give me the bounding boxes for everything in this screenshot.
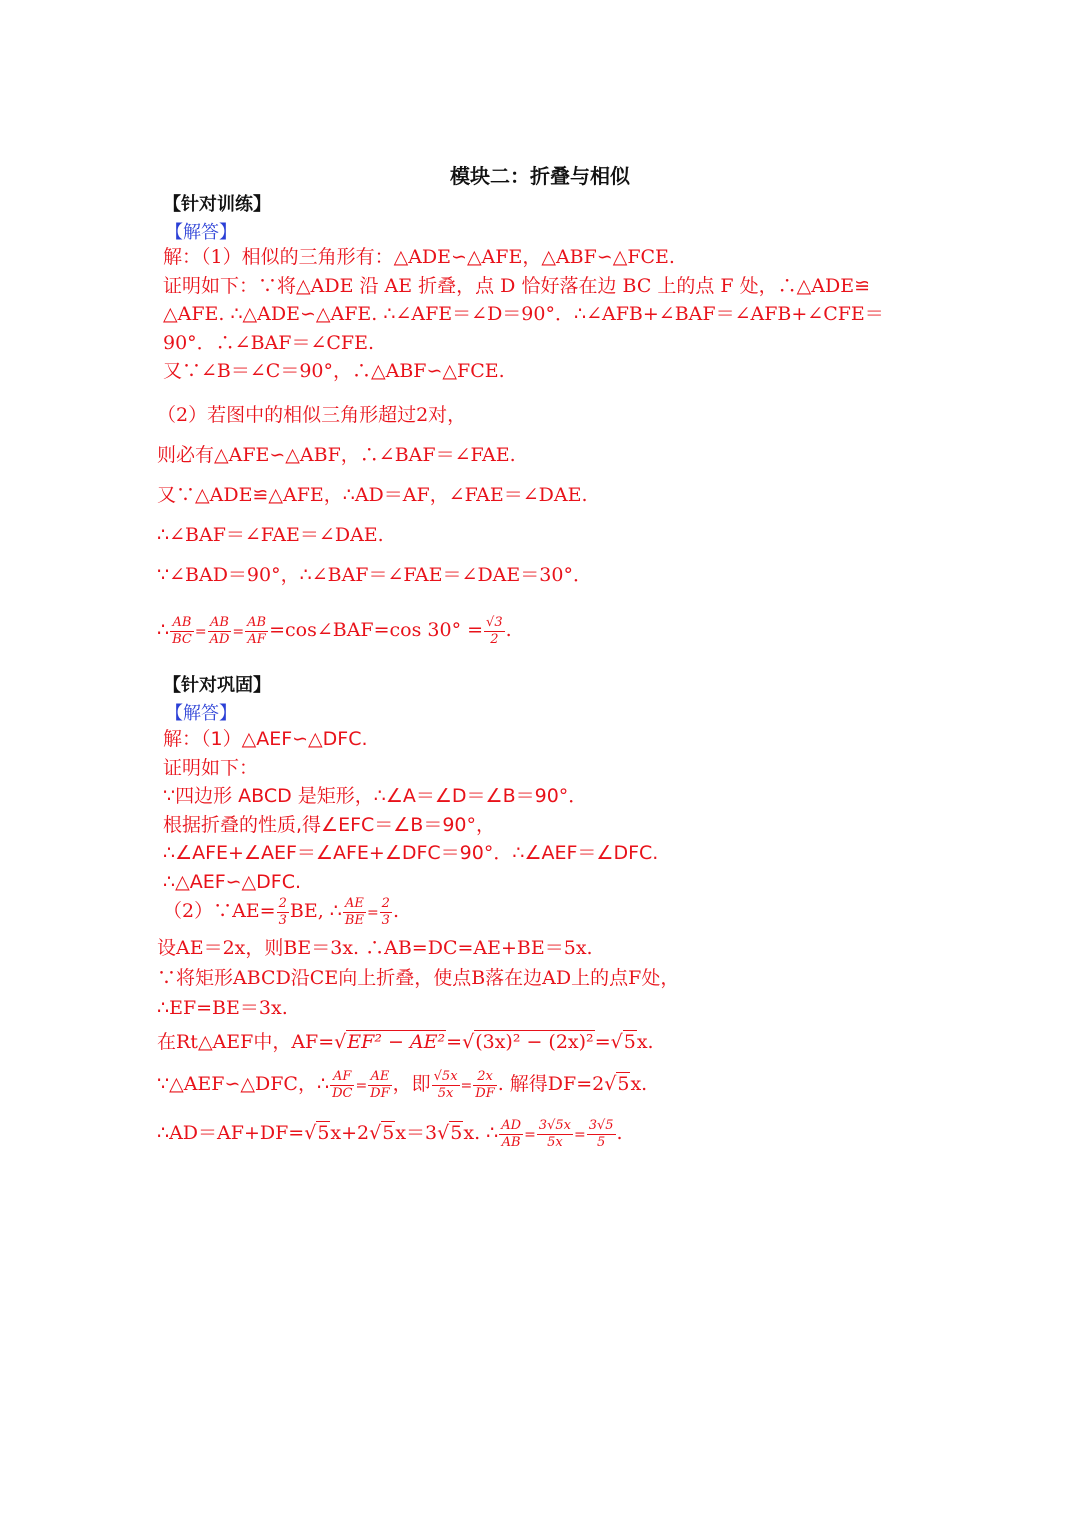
solution2-steps xyxy=(157,933,917,1023)
text-line: ∵∠BAD＝90°，∴∠BAF＝∠FAE＝∠DAE＝30°． xyxy=(157,564,592,586)
solution-part1 xyxy=(163,243,923,386)
text-line: ∵将矩形ABCD沿CE向上折叠，使点B落在边AD上的点F处， xyxy=(157,967,680,989)
fraction: $\frac{AB}{AF}$ xyxy=(247,614,267,647)
text-line: 解：（1）相似的三角形有：△ADE∽△AFE，△ABF∽△FCE. xyxy=(163,246,675,268)
rt-equation: 在Rt△AEF中，AF=√EF² − AE²=√(3x)² − (2x)²=√5x. xyxy=(157,1031,654,1053)
solution2-part2: （2）∵AE= $\frac{2}{3}$ BE, ∴ $\frac{AE}{BE}$ = $\frac{2}{3}$ . xyxy=(163,895,399,928)
text-line: 又∵∠B＝∠C＝90°，∴△ABF∽△FCE. xyxy=(163,360,505,382)
text-line: ∴∠BAF＝∠FAE＝∠DAE. xyxy=(157,524,384,546)
therefore-symbol: ∴ xyxy=(157,619,170,641)
text-line: △AFE. ∴△ADE∽△AFE. ∴∠AFE＝∠D＝90°．∴∠AFB+∠BAF＝∠AFB+∠CFE＝ xyxy=(163,303,884,325)
text-line: 证明如下：∵将△ADE 沿 AE 折叠，点 D 恰好落在边 BC 上的点 F 处，∴△ADE≌ xyxy=(163,274,871,297)
fraction: $\frac{AE}{BE}$ xyxy=(344,895,364,928)
fraction: $\frac{AB}{BC}$ xyxy=(172,614,192,647)
text-line: 则必有△AFE∽△ABF，∴∠BAF＝∠FAE. xyxy=(157,444,516,466)
answer-tag: 【解答】 xyxy=(165,703,237,724)
fraction: $\frac{2}{3}$ xyxy=(381,895,390,928)
page-title: 模块二：折叠与相似 xyxy=(450,164,630,188)
text-line: ∴∠AFE+∠AEF＝∠AFE+∠DFC＝90°．∴∠AEF＝∠DFC. xyxy=(163,842,659,864)
text-line: 设AE＝2x，则BE＝3x. ∴AB=DC=AE+BE＝5x. xyxy=(157,937,593,959)
text-line: ∴△AEF∽△DFC. xyxy=(163,870,302,893)
fraction: $\frac{AF}{DC}$ xyxy=(332,1068,353,1101)
text-line: 根据折叠的性质,得∠EFC＝∠B＝90°， xyxy=(163,813,496,836)
fraction: $\frac{AB}{AD}$ xyxy=(209,614,230,647)
final-equation: ∴ $\frac{AB}{BC}$ = $\frac{AB}{AD}$ = $\frac{AB}{AF}$ =cos∠BAF=cos 30° = $\frac{√3}{2}$ . xyxy=(157,614,512,647)
fraction: $\frac{√5x}{5x}$ xyxy=(433,1068,458,1101)
answer-tag: 【解答】 xyxy=(165,222,237,243)
fraction: $\frac{AD}{AB}$ xyxy=(501,1117,522,1150)
fraction: $\frac{AE}{DF}$ xyxy=(370,1068,390,1101)
similar-equation: ∵△AEF∽△DFC，∴ $\frac{AF}{DC}$ = $\frac{AE}{DF}$ ，即 $\frac{√5x}{5x}$ = $\frac{2x}{DF}$ . 解得DF=2√5x. xyxy=(157,1068,648,1101)
section-heading-training: 【针对训练】 xyxy=(163,194,271,215)
fraction: $\frac{3√5}{5}$ xyxy=(588,1117,614,1150)
text-line: 90°．∴∠BAF＝∠CFE. xyxy=(163,331,375,354)
section-heading-consolidation: 【针对巩固】 xyxy=(163,675,271,696)
text-line: 解：（1）△AEF∽△DFC. xyxy=(163,728,368,750)
text-line: 又∵△ADE≌△AFE，∴AD＝AF，∠FAE＝∠DAE. xyxy=(157,484,588,506)
final-ratio-equation: ∴AD＝AF+DF=√5x+2√5x＝3√5x. ∴ $\frac{AD}{AB}$ = $\frac{3√5x}{5x}$ = $\frac{3√5}{5}$ . xyxy=(157,1117,623,1150)
text-line: ∵四边形 ABCD 是矩形，∴∠A＝∠D＝∠B＝90°． xyxy=(163,785,588,807)
text-line: ∴EF=BE＝3x. xyxy=(157,997,288,1019)
fraction: $\frac{2}{3}$ xyxy=(278,895,287,928)
text-line: 证明如下： xyxy=(163,756,259,779)
solution-part2 xyxy=(157,395,917,595)
fraction: $\frac{√3}{2}$ xyxy=(486,614,503,647)
fraction: $\frac{2x}{DF}$ xyxy=(475,1068,495,1101)
fraction: $\frac{3√5x}{5x}$ xyxy=(538,1117,571,1150)
solution2-part1 xyxy=(163,725,923,896)
text-line: （2）若图中的相似三角形超过2对， xyxy=(157,404,467,426)
